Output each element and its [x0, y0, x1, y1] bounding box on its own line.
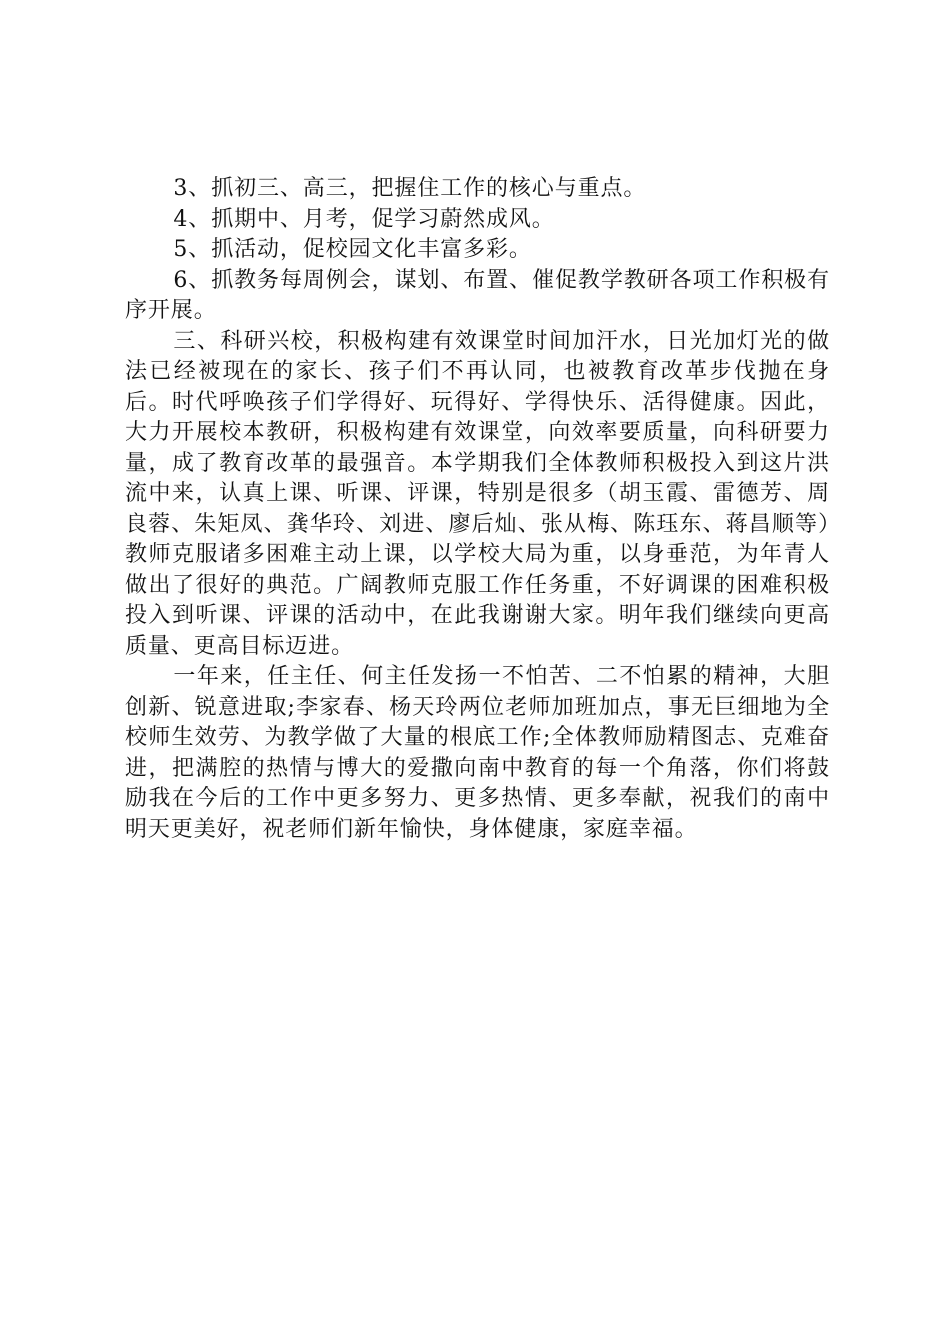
document-body	[125, 174, 830, 845]
paragraph-closing: 一年来，任主任、何主任发扬一不怕苦、二不怕累的精神，大胆创新、锐意进取;李家春、杨天玲两位老师加班加点，事无巨细地为全校师生效劳、为教学做了大量的根底工作;全体教师励精图志、克难奋进，把满腔的热情与博大的爱撒向南中教育的每一个角落，你们将鼓励我在今后的工作中更多努力、更多热情、更多奉献，祝我们的南中明天更美好，祝老师们新年愉快，身体健康，家庭幸福。	[125, 664, 830, 842]
paragraph-item-4: 4、抓期中、月考，促学习蔚然成风。	[173, 206, 555, 232]
paragraph-item-3: 3、抓初三、高三，把握住工作的核心与重点。	[173, 176, 647, 201]
paragraph-item-6: 6、抓教务每周例会，谋划、布置、催促教学教研各项工作积极有序开展。	[125, 267, 830, 323]
paragraph-section-research: 三、科研兴校，积极构建有效课堂时间加汗水，日光加灯光的做法已经被现在的家长、孩子们不再认同，也被教育改革步伐抛在身后。时代呼唤孩子们学得好、玩得好、学得快乐、活得健康。因此，大力开展校本教研，积极构建有效课堂，向效率要质量，向科研要力量，成了教育改革的最强音。本学期我们全体教师积极投入到这片洪流中来，认真上课、听课、评课，特别是很多（胡玉霞、雷德芳、周良蓉、朱矩凤、龚华玲、刘进、廖后灿、张从梅、陈珏东、蒋昌顺等）教师克服诸多困难主动上课，以学校大局为重，以身垂范，为年青人做出了很好的典范。广阔教师克服工作任务重，不好调课的困难积极投入到听课、评课的活动中，在此我谢谢大家。明年我们继续向更高质量、更高目标迈进。	[125, 328, 830, 659]
paragraph-item-5: 5、抓活动，促校园文化丰富多彩。	[173, 237, 532, 262]
